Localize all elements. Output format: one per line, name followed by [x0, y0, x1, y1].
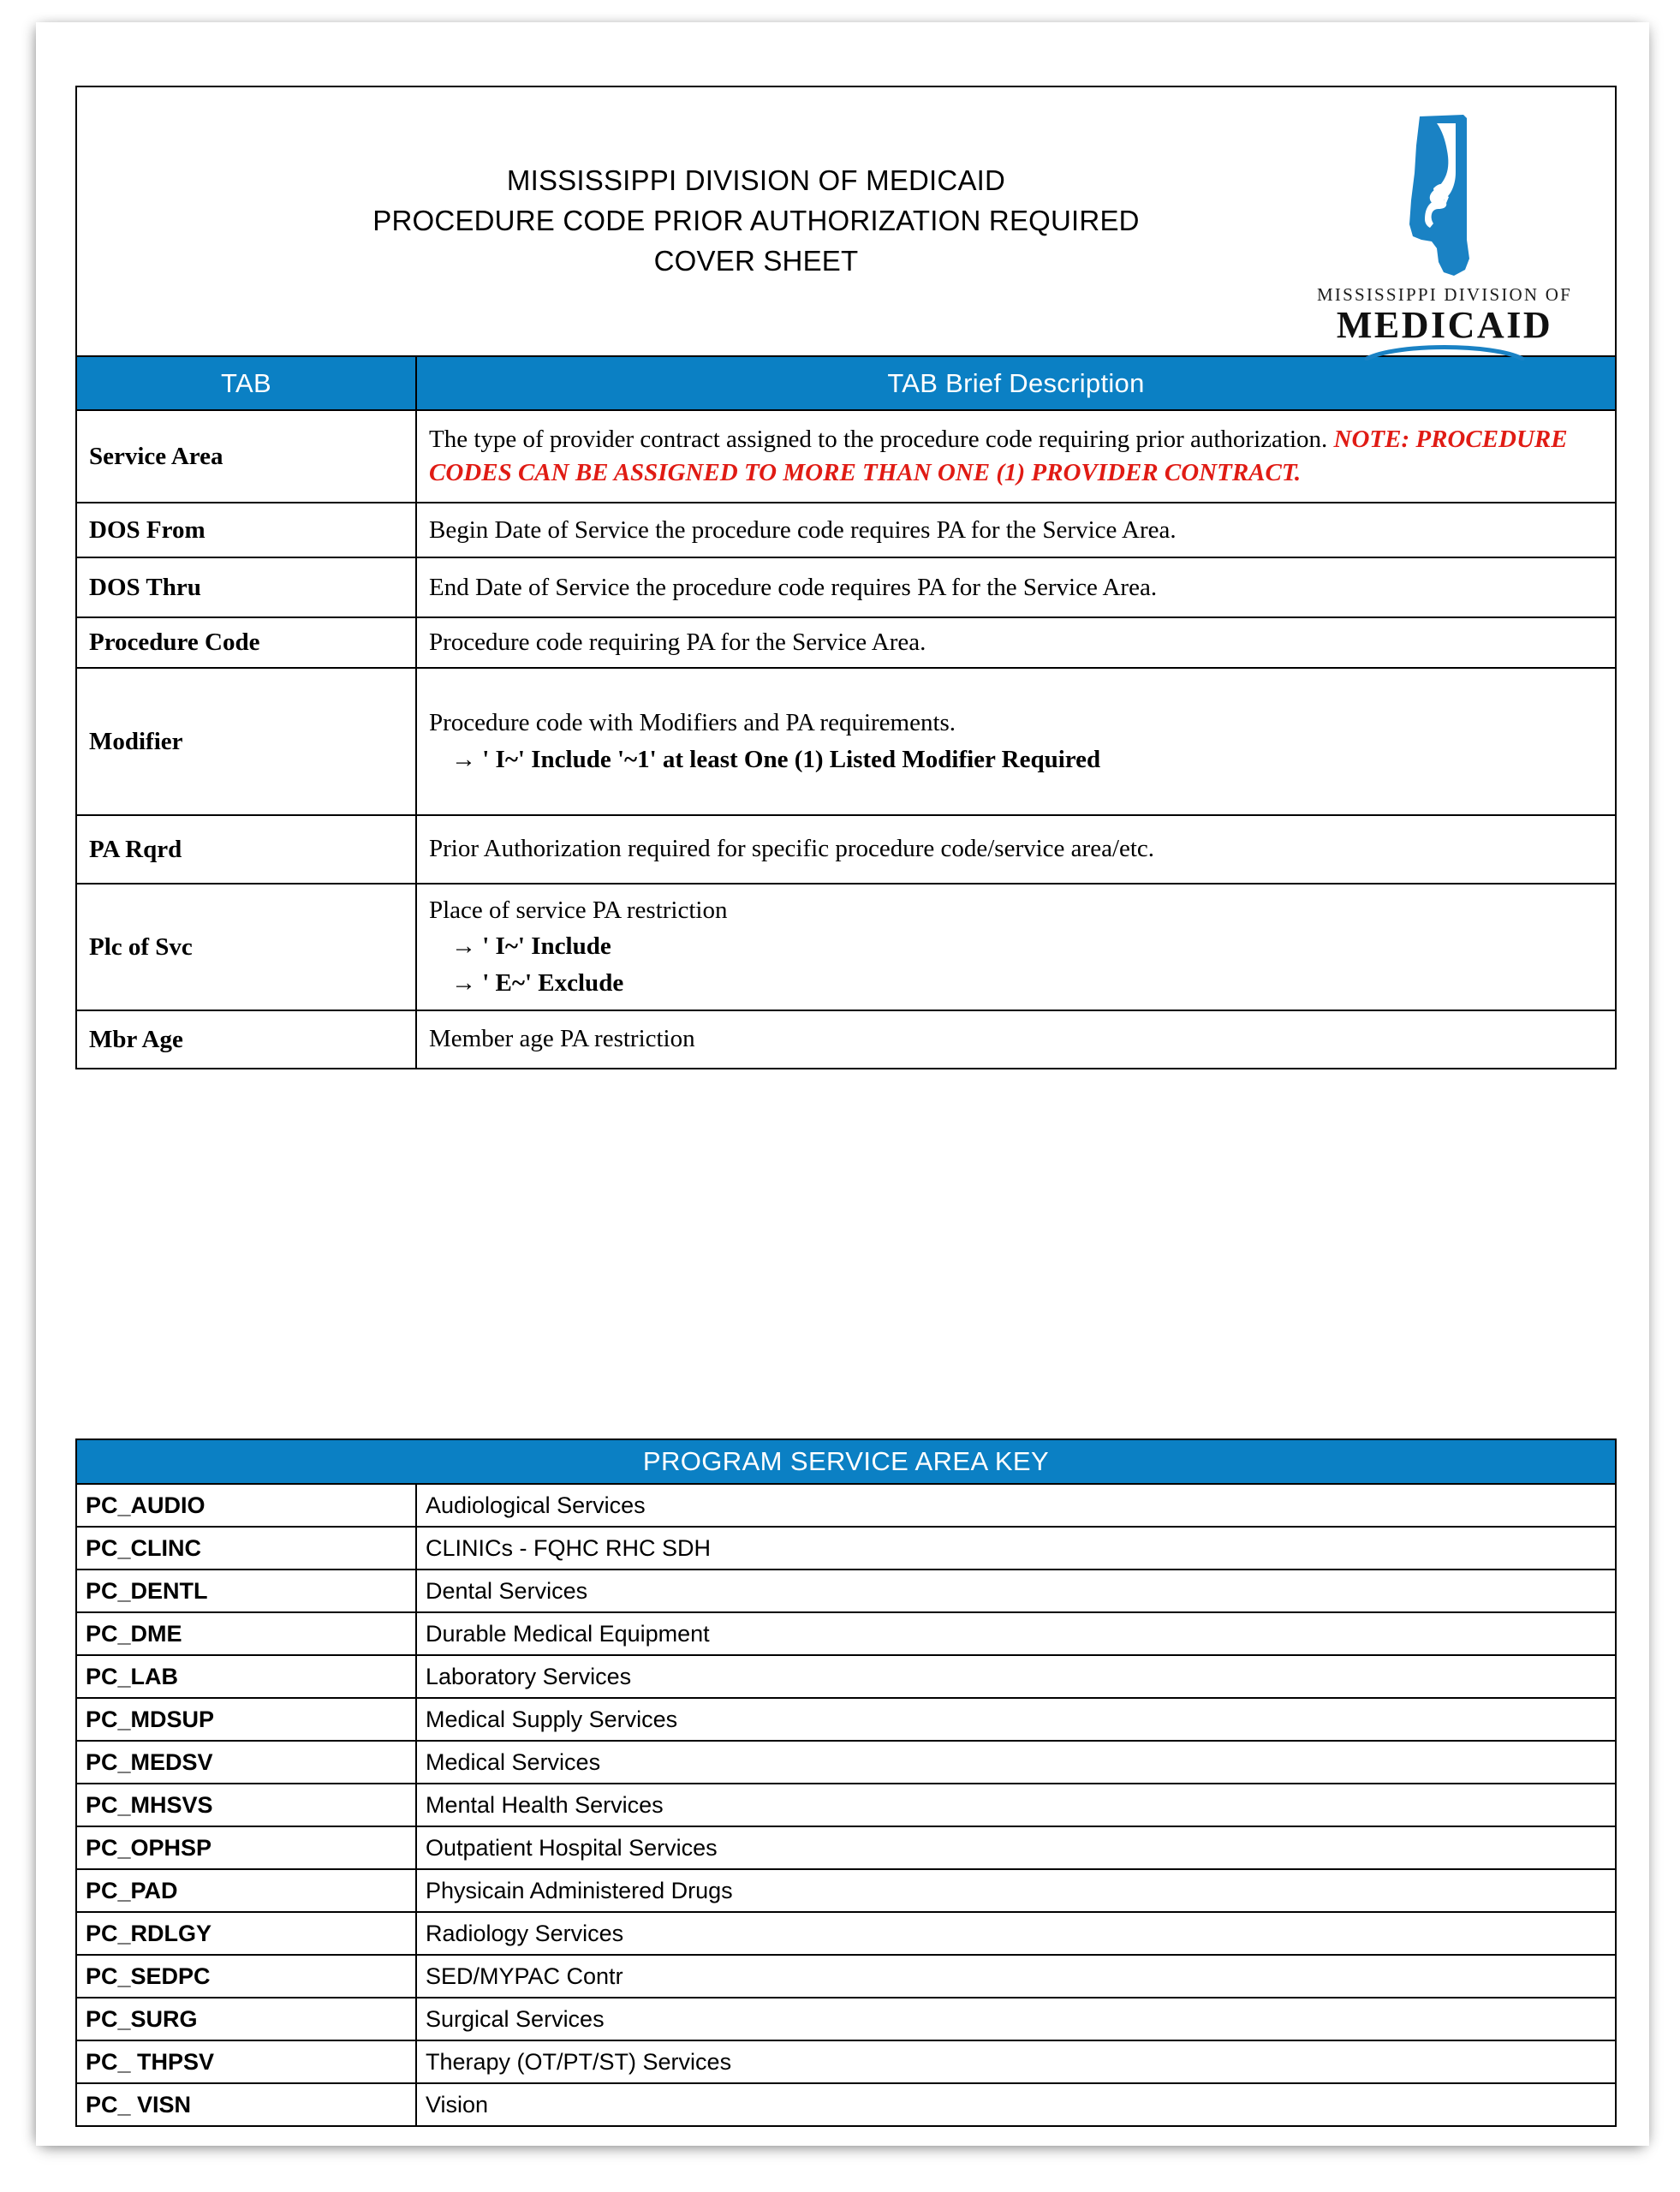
row-label-dos-from: DOS From — [76, 503, 416, 557]
table-row — [76, 884, 1616, 1010]
key-row-code: PC_LAB — [76, 1655, 416, 1698]
table-row — [76, 1741, 1616, 1784]
key-table-banner-row — [76, 1439, 1616, 1484]
key-row-meaning: Radiology Services — [416, 1912, 1616, 1955]
page-title-line-3: COVER SHEET — [653, 244, 859, 277]
tab-description-table — [75, 86, 1617, 1069]
key-row-meaning: Surgical Services — [416, 1998, 1616, 2040]
table-row — [76, 1527, 1616, 1570]
key-row-meaning: Laboratory Services — [416, 1655, 1616, 1698]
key-row-code: PC_CLINC — [76, 1527, 416, 1570]
table-row — [76, 1612, 1616, 1655]
table-row — [76, 1570, 1616, 1612]
key-row-meaning: Medical Services — [416, 1741, 1616, 1784]
row-desc-procedure-code: Procedure code requiring PA for the Service Area. — [416, 617, 1616, 668]
table-row — [76, 503, 1616, 557]
table-row — [76, 1912, 1616, 1955]
key-row-code: PC_MDSUP — [76, 1698, 416, 1741]
row-desc-modifier — [416, 668, 1616, 815]
key-row-code: PC_DME — [76, 1612, 416, 1655]
key-row-code: PC_DENTL — [76, 1570, 416, 1612]
key-row-meaning: SED/MYPAC Contr — [416, 1955, 1616, 1998]
row-label-dos-thru: DOS Thru — [76, 557, 416, 617]
key-table-banner: PROGRAM SERVICE AREA KEY — [76, 1439, 1616, 1484]
logo-text-line-1: MISSISSIPPI DIVISION OF — [1317, 284, 1572, 305]
document-banner-row — [76, 86, 1616, 356]
row-desc-dos-from: Begin Date of Service the procedure code requires PA for the Service Area. — [416, 503, 1616, 557]
row-desc-modifier-bullet-1: → ' I~' Include '~1' at least One (1) Listed Modifier Required — [451, 745, 1101, 773]
row-desc-service-area — [416, 410, 1616, 503]
table-row — [76, 1655, 1616, 1698]
table-row — [76, 617, 1616, 668]
key-row-meaning: Therapy (OT/PT/ST) Services — [416, 2040, 1616, 2083]
table-row — [76, 1869, 1616, 1912]
key-row-code: PC_OPHSP — [76, 1826, 416, 1869]
table-row — [76, 1998, 1616, 2040]
key-row-code: PC_SURG — [76, 1998, 416, 2040]
row-label-pa-rqrd: PA Rqrd — [76, 815, 416, 884]
key-row-meaning: CLINICs - FQHC RHC SDH — [416, 1527, 1616, 1570]
key-row-code: PC_ THPSV — [76, 2040, 416, 2083]
row-label-plc-of-svc: Plc of Svc — [76, 884, 416, 1010]
row-label-procedure-code: Procedure Code — [76, 617, 416, 668]
key-row-code: PC_MHSVS — [76, 1784, 416, 1826]
key-row-code: PC_RDLGY — [76, 1912, 416, 1955]
table-row — [76, 2040, 1616, 2083]
table-row — [76, 410, 1616, 503]
key-row-meaning: Durable Medical Equipment — [416, 1612, 1616, 1655]
table-row — [76, 557, 1616, 617]
row-desc-dos-thru: End Date of Service the procedure code requires PA for the Service Area. — [416, 557, 1616, 617]
key-row-code: PC_PAD — [76, 1869, 416, 1912]
row-label-modifier: Modifier — [76, 668, 416, 815]
mississippi-state-hands-icon — [1380, 111, 1509, 283]
key-row-meaning: Audiological Services — [416, 1484, 1616, 1527]
row-label-mbr-age: Mbr Age — [76, 1010, 416, 1069]
row-desc-modifier-text: Procedure code with Modifiers and PA requirements. — [429, 709, 956, 736]
table-row — [76, 668, 1616, 815]
page-title-line-1: MISSISSIPPI DIVISION OF MEDICAID — [506, 164, 1006, 196]
row-desc-plc-of-svc-bullet-1: → ' I~' Include — [451, 932, 611, 961]
table-row — [76, 1955, 1616, 1998]
row-desc-plc-of-svc-bullet-2: → ' E~' Exclude — [451, 969, 624, 998]
key-row-meaning: Mental Health Services — [416, 1784, 1616, 1826]
row-desc-pa-rqrd: Prior Authorization required for specific procedure code/service area/etc. — [416, 815, 1616, 884]
table-row — [76, 815, 1616, 884]
page-title-line-2: PROCEDURE CODE PRIOR AUTHORIZATION REQUIRED — [372, 204, 1140, 236]
logo-text-line-2: MEDICAID — [1336, 304, 1553, 346]
table-row — [76, 1010, 1616, 1069]
row-desc-service-area-note: NOTE: PROCEDURE CODES CAN BE ASSIGNED TO MORE THAN ONE (1) PROVIDER CONTRACT. — [429, 426, 1568, 486]
key-row-meaning: Medical Supply Services — [416, 1698, 1616, 1741]
tab-table-header-row — [76, 356, 1616, 410]
table-row — [76, 1698, 1616, 1741]
key-row-meaning: Physicain Administered Drugs — [416, 1869, 1616, 1912]
table-row — [76, 1784, 1616, 1826]
key-row-code: PC_AUDIO — [76, 1484, 416, 1527]
row-label-service-area: Service Area — [76, 410, 416, 503]
key-row-code: PC_ VISN — [76, 2083, 416, 2126]
row-desc-mbr-age: Member age PA restriction — [416, 1010, 1616, 1069]
key-row-meaning: Dental Services — [416, 1570, 1616, 1612]
program-service-area-key-table — [75, 1438, 1617, 2127]
row-desc-plc-of-svc-text: Place of service PA restriction — [429, 896, 728, 924]
key-row-code: PC_MEDSV — [76, 1741, 416, 1784]
column-header-tab-brief-description: TAB Brief Description — [416, 356, 1616, 410]
row-desc-plc-of-svc — [416, 884, 1616, 1010]
key-row-meaning: Vision — [416, 2083, 1616, 2126]
column-header-tab: TAB — [76, 356, 416, 410]
table-row — [76, 2083, 1616, 2126]
key-row-code: PC_SEDPC — [76, 1955, 416, 1998]
key-row-meaning: Outpatient Hospital Services — [416, 1826, 1616, 1869]
document-banner-cell — [76, 86, 1616, 356]
row-desc-service-area-text: The type of provider contract assigned to the procedure code requiring prior authorization. — [429, 426, 1334, 454]
table-row — [76, 1826, 1616, 1869]
medicaid-logo — [1312, 111, 1577, 360]
document-page — [36, 22, 1649, 2146]
table-row — [76, 1484, 1616, 1527]
